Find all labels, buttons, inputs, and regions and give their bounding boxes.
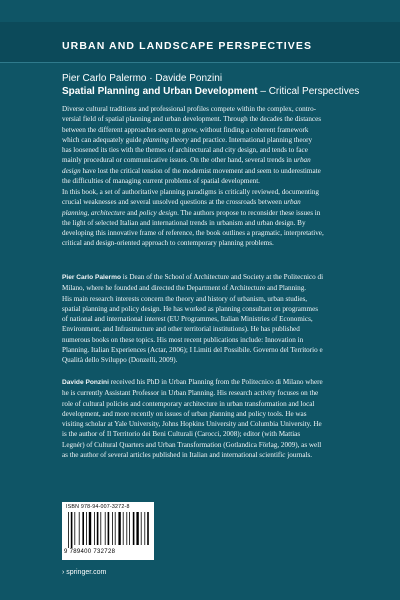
text-line: is the author of Il Territorio dei Beni Culturali (Carocci, 2008); editor (with Mattias [62, 430, 301, 439]
isbn-label: ISBN 978-94-007-3272-8 [66, 504, 130, 510]
barcode-number: 9 789400 732728 [64, 549, 116, 555]
text-line: the difficulties of managing current problems of spatial development. [62, 177, 260, 186]
book-title-subtitle: – Critical Perspectives [257, 86, 360, 97]
barcode-bar [108, 512, 110, 545]
text-line: numerous books on these topics. His most recent publications include: Innovation in [62, 335, 304, 344]
barcode-bar [105, 512, 106, 545]
barcode-bar [112, 512, 113, 545]
text-line: role of cultural policies and contemporary architecture in urban transformation and local [62, 399, 315, 408]
text-line: mainly procedural or communicative issues. On the other hand, several trends in urban [62, 156, 311, 165]
text-line: between the different approaches seem to grow, without finding a coherent framework [62, 125, 309, 134]
text-line: In this book, a set of authoritative planning paradigms is critically reviewed, documenting [62, 188, 319, 196]
text-line: Planning. Italian Experiences (Actar, 2006); I Limiti del Possibile. Governo del Territorio e [62, 346, 323, 355]
text-line: Legnér) of Cultural Quarters and Urban Transformation (Gotlandica Förlag, 2009), as well [62, 440, 322, 449]
text-line: as the author of several articles published in Italian and international scientific journals. [62, 451, 313, 460]
bio-ponzini [62, 377, 380, 460]
text-line: versial field of spatial planning and urban development. Through the decades the distances [62, 115, 322, 124]
barcode-bar [68, 512, 69, 548]
text-line: development, and more recently on issues of urban planning and policy tools. He was [62, 409, 307, 418]
barcode-bar [136, 512, 138, 545]
barcode-bar [123, 512, 124, 545]
barcode-bar [89, 512, 91, 545]
text-line: developing this innovative frame of reference, the book outlines a pragmatic, interpretative, [62, 229, 324, 238]
bio-palermo [62, 272, 380, 366]
text-line: visiting scholar at Yale University, Johns Hopkins University and Columbia University. He [62, 420, 322, 429]
text-line: of national and international interest (EU Programmes, Italian Ministries of Economics, [62, 315, 313, 324]
text-line: planning, architecture and policy design. The authors propose to reconsider these issues in [62, 208, 321, 217]
book-title-main: Spatial Planning and Urban Development [62, 86, 258, 97]
barcode-bar [118, 512, 120, 545]
text-line: spatial planning and policy design. He has worked as planning consultant on programmes [62, 304, 319, 313]
text-line: which can adequately guide planning theory and practice. International planning theory [62, 135, 313, 144]
barcode-bar [97, 512, 99, 545]
barcode-bar [82, 512, 84, 545]
barcode-bar [126, 512, 127, 545]
text-line: he is currently Assistant Professor in Urban Planning. His research activity focuses on the [62, 389, 319, 398]
blurb-paragraph-1 [62, 104, 380, 186]
text-line: Davide Ponzini received his PhD in Urban Planning from the Politecnico di Milano where [62, 378, 323, 386]
barcode-bar [94, 512, 95, 545]
barcode-bar [71, 512, 73, 548]
barcode-bar [133, 512, 135, 545]
barcode-bar [79, 512, 80, 545]
barcode [62, 502, 154, 560]
barcode-bar [129, 512, 130, 545]
book-authors: Pier Carlo Palermo · Davide Ponzini [62, 73, 223, 84]
barcode-bar [74, 512, 75, 545]
text-line: critical and design-oriented approach to contemporary planning problems. [62, 239, 274, 248]
text-line: crucial weaknesses and several unsolved questions at the crossroads between urban [62, 198, 301, 207]
text-line: Diverse cultural traditions and professional profiles compete within the complex, contro- [62, 105, 317, 113]
barcode-bar [147, 512, 149, 545]
blurb-paragraph-2 [62, 187, 380, 249]
book-title [62, 86, 359, 97]
text-line: design have lost the critical tension of the modernist movement and seem to underestimate [62, 166, 321, 175]
barcode-bar [86, 512, 87, 545]
text-line: Environment, and Infrastructure and other territorial institutions). He has published [62, 325, 300, 334]
text-line: Pier Carlo Palermo is Dean of the School of Architecture and Society at the Politecnico di [62, 273, 324, 281]
text-line: Milano, where he founded and directed the Department of Architecture and Planning. [62, 284, 307, 293]
barcode-bar [141, 512, 142, 545]
text-line: His main research interests concern the theory and history of urbanism, urban studies, [62, 294, 308, 303]
text-line: the light of selected Italian and international trends in urbanism and urban design. By [62, 218, 306, 227]
barcode-bars [68, 512, 150, 548]
barcode-bar [115, 512, 116, 545]
text-line: has loosened its ties with the themes of architectural and city design, and tends to face [62, 146, 308, 155]
text-line: Qualità dello Sviluppo (Donzelli, 2009). [62, 356, 178, 365]
barcode-bar [100, 512, 101, 545]
series-title: URBAN AND LANDSCAPE PERSPECTIVES [62, 40, 313, 52]
publisher-link[interactable]: › springer.com [62, 569, 107, 576]
barcode-bar [144, 512, 145, 545]
